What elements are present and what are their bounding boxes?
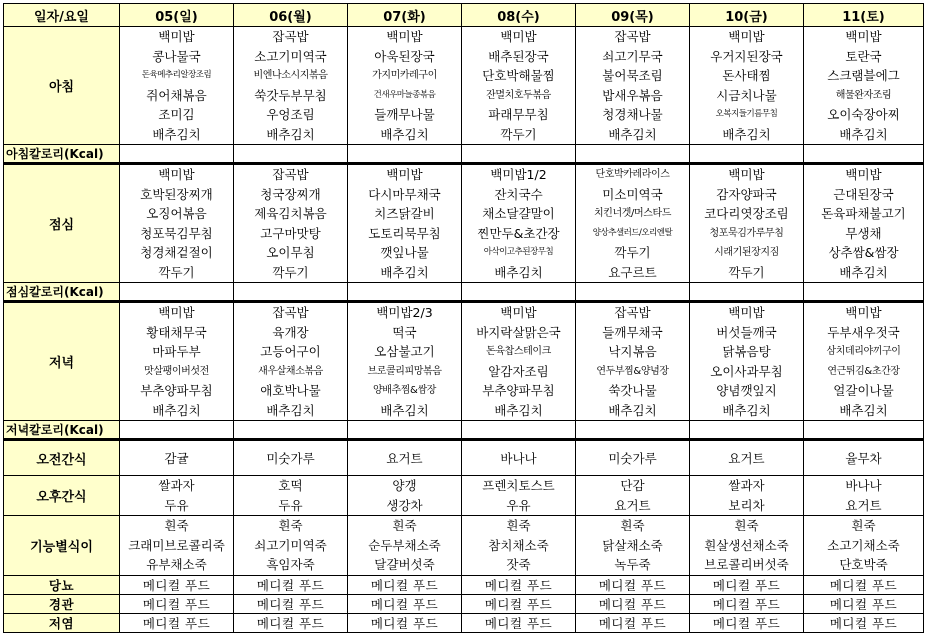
menu-item: 배추김치: [266, 402, 315, 418]
menu-item: 상추쌈&쌈장: [828, 245, 899, 260]
lunch-kcal-cell: [348, 283, 462, 302]
pm-snack-cell: [234, 476, 348, 516]
dinner-cell: [348, 302, 462, 421]
breakfast-row: [4, 27, 924, 145]
lunch-cell: [348, 164, 462, 283]
menu-item: 연근튀김&초간장: [827, 365, 900, 377]
am-snack-cell: 요거트: [348, 440, 462, 476]
menu-item: 백미밥: [500, 305, 537, 320]
menu-item: 청경채나물: [602, 107, 663, 122]
lunch-kcal-cell: [804, 283, 924, 302]
lunch-cell: [576, 164, 690, 283]
diabetes-cell: 메디컬 푸드: [462, 575, 576, 594]
menu-item: 배추김치: [152, 126, 201, 142]
menu-item: 호떡: [278, 478, 303, 493]
tube-feeding-cell: 메디컬 푸드: [348, 594, 462, 613]
menu-item: 브로콜리피망볶음: [367, 365, 442, 377]
menu-item: 바나나: [845, 478, 882, 493]
menu-item: 쥐어채볶음: [146, 87, 207, 103]
menu-item: 채소달걀말이: [482, 206, 555, 221]
corner-header: 일자/요일: [4, 4, 120, 27]
menu-item: 크래미브로콜리죽: [128, 537, 225, 553]
diabetes-cell: 메디컬 푸드: [576, 575, 690, 594]
day-header: 10(금): [690, 4, 804, 27]
lunch-kcal-cell: [690, 283, 804, 302]
menu-item: 해물완자조림: [835, 89, 892, 101]
menu-item: 조미김: [158, 107, 195, 122]
menu-item: 달걀버섯죽: [374, 557, 435, 572]
dinner-cell: [120, 302, 234, 421]
menu-item: 깍두기: [500, 126, 537, 142]
menu-item: 황태채무국: [146, 324, 207, 340]
dinner-row: [4, 302, 924, 421]
breakfast-cell: [804, 27, 924, 145]
menu-item: 오이숙장아찌: [827, 107, 900, 122]
menu-item: 배추김치: [608, 126, 657, 142]
menu-item: 배추김치: [380, 126, 429, 142]
menu-item: 배추김치: [152, 402, 201, 418]
menu-item: 고등어구이: [260, 344, 321, 359]
menu-item: 잔멸치호두볶음: [486, 89, 551, 101]
menu-item: 쌀과자: [158, 478, 195, 493]
menu-item: 배추김치: [380, 264, 429, 280]
menu-item: 요구르트: [608, 264, 657, 280]
low-salt-cell: 메디컬 푸드: [690, 613, 804, 632]
functional-diet-cell: [576, 516, 690, 576]
dinner-kcal-cell: [576, 421, 690, 440]
menu-item: 두유: [278, 497, 303, 513]
menu-item: 들깨무나물: [374, 107, 435, 122]
menu-item: 알감자조림: [488, 363, 549, 379]
menu-item: 순두부채소죽: [368, 537, 441, 553]
menu-item: 바지락살맑은국: [476, 324, 561, 340]
menu-item: 백미밥: [845, 167, 882, 182]
menu-item: 깻잎나물: [380, 245, 429, 260]
lunch-kcal-cell: [120, 283, 234, 302]
header-row: [4, 4, 924, 27]
dinner-kcal-cell: [120, 421, 234, 440]
menu-item: 양상추샐러드/오리엔탈: [592, 227, 673, 238]
tube-feeding-cell: 메디컬 푸드: [120, 594, 234, 613]
menu-item: 보리차: [728, 497, 765, 513]
menu-item: 브로콜리버섯죽: [704, 557, 789, 572]
menu-item: 흰죽: [164, 518, 189, 533]
menu-item: 버섯들깨국: [716, 324, 777, 340]
pm-snack-label: 오후간식: [4, 476, 120, 516]
menu-item: 찐만두&초간장: [477, 225, 560, 241]
am-snack-cell: 율무차: [804, 440, 924, 476]
pm-snack-cell: [348, 476, 462, 516]
am-snack-cell: 미숫가루: [234, 440, 348, 476]
menu-item: 흰죽: [851, 518, 876, 533]
menu-item: 생강차: [386, 497, 423, 513]
menu-item: 단감: [620, 478, 645, 493]
lunch-kcal-cell: [462, 283, 576, 302]
menu-item: 비엔나소시지볶음: [253, 70, 328, 81]
low-salt-label: 저염: [4, 613, 120, 632]
menu-item: 밥새우볶음: [602, 87, 663, 103]
lunch-cell: [234, 164, 348, 283]
menu-item: 백미밥: [728, 305, 765, 320]
functional-diet-cell: [120, 516, 234, 576]
menu-item: 백미밥: [158, 305, 195, 320]
dinner-kcal-cell: [234, 421, 348, 440]
pm-snack-cell: [120, 476, 234, 516]
menu-item: 배추김치: [608, 402, 657, 418]
menu-item: 쇠고기미역죽: [254, 537, 327, 553]
menu-item: 흑임자죽: [266, 557, 315, 572]
menu-item: 건새우마늘종볶음: [373, 89, 436, 100]
dinner-cell: [234, 302, 348, 421]
breakfast-cell: [234, 27, 348, 145]
am-snack-cell: 감귤: [120, 440, 234, 476]
low-salt-cell: 메디컬 푸드: [120, 613, 234, 632]
meal-plan: [3, 3, 924, 633]
functional-diet-cell: [804, 516, 924, 576]
menu-item: 백미밥: [158, 167, 195, 182]
breakfast-cell: [576, 27, 690, 145]
day-header: 09(목): [576, 4, 690, 27]
menu-item: 두유: [164, 497, 189, 513]
menu-item: 오이사과무침: [710, 363, 783, 379]
day-header: 11(토): [804, 4, 924, 27]
menu-item: 잣죽: [506, 557, 531, 572]
menu-item: 백미밥: [500, 29, 537, 44]
functional-diet-label: 기능별식이: [4, 516, 120, 576]
menu-item: 잡곡밥: [272, 167, 309, 182]
menu-item: 단호박해물찜: [482, 68, 555, 83]
menu-item: 아삭이고추된장무침: [483, 247, 554, 257]
dinner-kcal-cell: [348, 421, 462, 440]
menu-item: 돈육파채불고기: [821, 206, 906, 221]
low-salt-cell: 메디컬 푸드: [462, 613, 576, 632]
menu-item: 백미밥: [158, 29, 195, 44]
menu-item: 호박된장찌개: [140, 186, 213, 202]
menu-item: 단호박죽: [839, 557, 888, 572]
menu-item: 스크램블에그: [827, 68, 900, 83]
menu-item: 백미밥: [845, 29, 882, 44]
menu-item: 백미밥: [728, 167, 765, 182]
menu-item: 배추김치: [722, 402, 771, 418]
menu-item: 가지미카레구이: [372, 70, 437, 81]
menu-item: 양갱: [392, 478, 417, 493]
breakfast-kcal-cell: [234, 145, 348, 164]
menu-item: 도토리묵무침: [368, 225, 441, 241]
menu-item: 미소미역국: [602, 186, 663, 202]
menu-item: 참치채소죽: [488, 537, 549, 553]
diabetes-cell: 메디컬 푸드: [120, 575, 234, 594]
am-snack-label: 오전간식: [4, 440, 120, 476]
menu-item: 흰죽: [734, 518, 759, 533]
menu-item: 오삼불고기: [374, 344, 435, 359]
menu-item: 요거트: [845, 497, 882, 513]
menu-item: 콩나물국: [152, 48, 201, 64]
breakfast-label: 아침: [4, 27, 120, 145]
menu-item: 시금치나물: [716, 87, 777, 103]
breakfast-kcal-row: [4, 145, 924, 164]
dinner-cell: [804, 302, 924, 421]
menu-item: 잔치국수: [494, 186, 543, 202]
am-snack-cell: 바나나: [462, 440, 576, 476]
functional-diet-cell: [462, 516, 576, 576]
breakfast-kcal-cell: [348, 145, 462, 164]
menu-item: 들깨무채국: [602, 324, 663, 340]
tube-feeding-cell: 메디컬 푸드: [690, 594, 804, 613]
lunch-cell: [462, 164, 576, 283]
menu-item: 돈육찹스테이크: [486, 346, 551, 357]
menu-item: 새우살채소볶음: [258, 365, 323, 377]
menu-item: 백미밥2/3: [376, 305, 433, 320]
tube-feeding-cell: 메디컬 푸드: [234, 594, 348, 613]
menu-item: 맛살팽이버섯전: [144, 365, 209, 377]
menu-item: 배추김치: [839, 126, 888, 142]
menu-item: 깍두기: [614, 245, 651, 260]
lunch-kcal-cell: [234, 283, 348, 302]
menu-item: 제육김치볶음: [254, 206, 327, 221]
menu-item: 잡곡밥: [614, 29, 651, 44]
diabetes-cell: 메디컬 푸드: [234, 575, 348, 594]
menu-item: 배추된장국: [488, 48, 549, 64]
menu-item: 고구마맛탕: [260, 225, 321, 241]
dinner-cell: [690, 302, 804, 421]
menu-item: 잡곡밥: [614, 305, 651, 320]
menu-item: 프렌치토스트: [482, 478, 555, 493]
breakfast-cell: [348, 27, 462, 145]
menu-item: 부추양파무침: [140, 383, 213, 398]
dinner-kcal-row: [4, 421, 924, 440]
menu-item: 배추김치: [839, 402, 888, 418]
menu-item: 무생채: [845, 225, 882, 241]
diabetes-cell: 메디컬 푸드: [348, 575, 462, 594]
menu-item: 양배추찜&쌈장: [373, 385, 436, 396]
menu-item: 오징어볶음: [146, 206, 207, 221]
menu-item: 청포묵김무침: [140, 225, 213, 241]
menu-item: 삼치데리야끼구이: [826, 346, 901, 357]
menu-item: 닭살채소죽: [602, 537, 663, 553]
tube-feeding-cell: 메디컬 푸드: [462, 594, 576, 613]
pm-snack-cell: [804, 476, 924, 516]
menu-item: 낙지볶음: [608, 344, 657, 359]
diabetes-label: 당뇨: [4, 575, 120, 594]
lunch-cell: [804, 164, 924, 283]
breakfast-kcal-label: 아침칼로리(Kcal): [4, 145, 120, 164]
breakfast-cell: [690, 27, 804, 145]
breakfast-kcal-cell: [462, 145, 576, 164]
pm-snack-cell: [462, 476, 576, 516]
menu-item: 단호박카레라이스: [595, 169, 670, 180]
dinner-kcal-cell: [462, 421, 576, 440]
functional-diet-row: [4, 516, 924, 576]
menu-item: 녹두죽: [614, 557, 651, 572]
menu-item: 아욱된장국: [374, 48, 435, 64]
menu-item: 청경채겉절이: [140, 245, 213, 260]
menu-item: 백미밥: [845, 305, 882, 320]
menu-item: 잡곡밥: [272, 29, 309, 44]
lunch-kcal-row: [4, 283, 924, 302]
menu-item: 오복지들기름무침: [715, 109, 778, 119]
dinner-kcal-cell: [690, 421, 804, 440]
menu-item: 두부새우젓국: [827, 324, 900, 340]
lunch-kcal-cell: [576, 283, 690, 302]
menu-item: 소고기채소죽: [827, 537, 900, 553]
diabetes-row: [4, 575, 924, 594]
menu-item: 흰죽: [278, 518, 303, 533]
breakfast-kcal-cell: [690, 145, 804, 164]
menu-item: 배추김치: [266, 126, 315, 142]
breakfast-cell: [120, 27, 234, 145]
menu-item: 쇠고기무국: [602, 48, 663, 64]
pm-snack-row: [4, 476, 924, 516]
lunch-cell: [120, 164, 234, 283]
menu-item: 닭볶음탕: [722, 344, 771, 359]
tube-feeding-cell: 메디컬 푸드: [804, 594, 924, 613]
lunch-row: [4, 164, 924, 283]
menu-item: 치즈닭갈비: [374, 206, 435, 221]
menu-item: 소고기미역국: [254, 48, 327, 64]
day-header: 08(수): [462, 4, 576, 27]
breakfast-kcal-cell: [576, 145, 690, 164]
menu-item: 청포묵김가루무침: [709, 227, 784, 239]
menu-item: 유부채소죽: [146, 557, 207, 572]
dinner-kcal-label: 저녁칼로리(Kcal): [4, 421, 120, 440]
tube-feeding-cell: 메디컬 푸드: [576, 594, 690, 613]
breakfast-kcal-cell: [120, 145, 234, 164]
menu-item: 우거지된장국: [710, 48, 783, 64]
menu-item: 코다리엿장조림: [704, 206, 789, 221]
menu-item: 흰죽: [392, 518, 417, 533]
menu-item: 쑥갓나물: [608, 383, 657, 398]
am-snack-cell: 요거트: [690, 440, 804, 476]
dinner-kcal-cell: [804, 421, 924, 440]
menu-item: 깍두기: [272, 264, 309, 280]
menu-item: 감자양파국: [716, 186, 777, 202]
menu-item: 쑥갓두부무침: [254, 87, 327, 103]
menu-item: 부추양파무침: [482, 383, 555, 398]
tube-feeding-label: 경관: [4, 594, 120, 613]
am-snack-row: [4, 440, 924, 476]
pm-snack-cell: [576, 476, 690, 516]
menu-item: 요거트: [614, 497, 651, 513]
menu-item: 배추김치: [839, 264, 888, 280]
lunch-label: 점심: [4, 164, 120, 283]
menu-item: 육개장: [272, 324, 309, 340]
functional-diet-cell: [348, 516, 462, 576]
menu-item: 마파두부: [152, 344, 201, 359]
lunch-kcal-label: 점심칼로리(Kcal): [4, 283, 120, 302]
menu-item: 청국장찌개: [260, 186, 321, 202]
menu-item: 배추김치: [494, 264, 543, 280]
menu-item: 양념깻잎지: [716, 383, 777, 398]
dinner-label: 저녁: [4, 302, 120, 421]
menu-item: 배추김치: [380, 402, 429, 418]
dinner-cell: [576, 302, 690, 421]
functional-diet-cell: [234, 516, 348, 576]
menu-item: 깍두기: [728, 264, 765, 280]
menu-item: 돈육메추리알장조림: [141, 70, 212, 80]
menu-item: 잡곡밥: [272, 305, 309, 320]
menu-item: 다시마무채국: [368, 186, 441, 202]
menu-item: 연두부찜&양념장: [596, 365, 669, 377]
day-header: 07(화): [348, 4, 462, 27]
menu-item: 쌀과자: [728, 478, 765, 493]
low-salt-cell: 메디컬 푸드: [576, 613, 690, 632]
menu-item: 흰죽: [506, 518, 531, 533]
menu-item: 애호박나물: [260, 383, 321, 398]
menu-item: 불어묵조림: [602, 68, 663, 83]
menu-item: 토란국: [845, 48, 882, 64]
low-salt-cell: 메디컬 푸드: [804, 613, 924, 632]
weekly-menu-table: [3, 3, 924, 633]
menu-item: 오이무침: [266, 245, 315, 260]
dinner-cell: [462, 302, 576, 421]
diabetes-cell: 메디컬 푸드: [690, 575, 804, 594]
menu-item: 시래기된장지짐: [714, 247, 779, 258]
menu-item: 우엉조림: [266, 107, 315, 122]
breakfast-kcal-cell: [804, 145, 924, 164]
diabetes-cell: 메디컬 푸드: [804, 575, 924, 594]
am-snack-cell: 미숫가루: [576, 440, 690, 476]
functional-diet-cell: [690, 516, 804, 576]
menu-item: 깍두기: [158, 264, 195, 280]
menu-item: 돈사태찜: [722, 68, 771, 83]
menu-item: 백미밥1/2: [490, 167, 547, 182]
menu-item: 백미밥: [386, 167, 423, 182]
menu-item: 파래무무침: [488, 107, 549, 122]
menu-item: 우유: [506, 497, 531, 513]
tube-feeding-row: [4, 594, 924, 613]
day-header: 05(일): [120, 4, 234, 27]
menu-item: 백미밥: [728, 29, 765, 44]
menu-item: 얼갈이나물: [833, 383, 894, 398]
breakfast-cell: [462, 27, 576, 145]
menu-item: 흰살생선채소죽: [704, 537, 789, 553]
low-salt-row: [4, 613, 924, 632]
menu-item: 배추김치: [722, 126, 771, 142]
menu-item: 백미밥: [386, 29, 423, 44]
lunch-cell: [690, 164, 804, 283]
day-header: 06(월): [234, 4, 348, 27]
low-salt-cell: 메디컬 푸드: [234, 613, 348, 632]
low-salt-cell: 메디컬 푸드: [348, 613, 462, 632]
menu-item: 흰죽: [620, 518, 645, 533]
menu-item: 떡국: [392, 324, 417, 340]
menu-item: 근대된장국: [833, 186, 894, 202]
menu-item: 배추김치: [494, 402, 543, 418]
pm-snack-cell: [690, 476, 804, 516]
menu-item: 치킨너겟/머스타드: [593, 208, 672, 219]
